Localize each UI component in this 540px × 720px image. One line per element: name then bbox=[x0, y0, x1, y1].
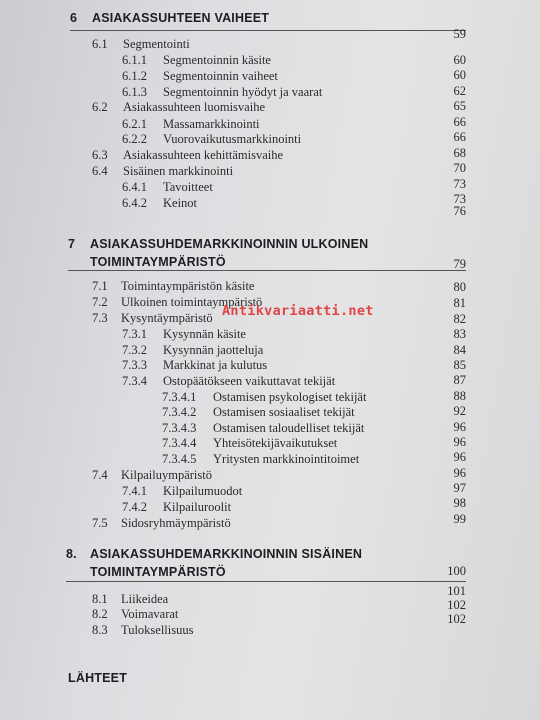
entry-number: 6.4.2 bbox=[122, 196, 147, 210]
chapter-title: ASIAKASSUHDEMARKKINOINNIN ULKOINEN bbox=[90, 237, 369, 251]
entry-number: 7.3.4.3 bbox=[162, 421, 197, 435]
entry-number: 6.2.1 bbox=[122, 117, 147, 131]
entry-number: 6.4 bbox=[92, 164, 108, 178]
entry-page: 96 bbox=[453, 420, 466, 434]
entry-number: 8.3 bbox=[92, 623, 108, 637]
entry-page: 92 bbox=[453, 404, 466, 418]
chapter-title-line2: TOIMINTAYMPÄRISTÖ bbox=[90, 255, 226, 269]
entry-title: Segmentoinnin käsite bbox=[163, 53, 271, 67]
entry-title: Tavoitteet bbox=[163, 180, 213, 194]
entry-title: Segmentoinnin hyödyt ja vaarat bbox=[163, 85, 323, 99]
entry-title: Tuloksellisuus bbox=[121, 623, 194, 637]
entry-number: 8.1 bbox=[92, 592, 108, 606]
entry-title: Sisäinen markkinointi bbox=[123, 164, 234, 178]
entry-title: Segmentointi bbox=[123, 37, 190, 51]
entry-title: Ostamisen psykologiset tekijät bbox=[213, 390, 367, 404]
entry-number: 7.4.1 bbox=[122, 484, 147, 498]
entry-number: 6.2 bbox=[92, 100, 108, 114]
entry-page: 102 bbox=[447, 612, 466, 626]
entry-page: 66 bbox=[453, 130, 466, 144]
chapter-page: 100 bbox=[447, 564, 466, 578]
entry-title: Kysynnän jaotteluja bbox=[163, 343, 264, 357]
entry-page: 87 bbox=[453, 373, 466, 387]
entry-number: 6.1.3 bbox=[122, 85, 147, 99]
entry-page: 97 bbox=[453, 481, 466, 495]
entry-title: Segmentoinnin vaiheet bbox=[163, 69, 278, 83]
entry-title: Keinot bbox=[163, 196, 198, 210]
entry-title: Yritysten markkinointitoimet bbox=[213, 452, 360, 466]
entry-number: 7.4.2 bbox=[122, 500, 147, 514]
entry-page: 88 bbox=[453, 389, 466, 403]
entry-number: 7.3.2 bbox=[122, 343, 147, 357]
chapter-title: LÄHTEET bbox=[68, 671, 128, 685]
entry-page: 80 bbox=[453, 280, 466, 294]
chapter-rule bbox=[66, 581, 466, 582]
entry-number: 6.1.1 bbox=[122, 53, 147, 67]
entry-page: 62 bbox=[453, 84, 466, 98]
entry-number: 7.3.4 bbox=[122, 374, 147, 388]
entry-number: 7.3.4.1 bbox=[162, 390, 197, 404]
entry-page: 85 bbox=[453, 358, 466, 372]
entry-page: 68 bbox=[453, 146, 466, 160]
entry-title: Kysyntäympäristö bbox=[121, 311, 213, 325]
entry-number: 7.3.1 bbox=[122, 327, 147, 341]
chapter-rule bbox=[70, 30, 466, 31]
entry-title: Sidosryhmäympäristö bbox=[121, 516, 231, 530]
entry-page: 84 bbox=[453, 343, 466, 357]
entry-number: 7.3 bbox=[92, 311, 108, 325]
entry-page: 60 bbox=[453, 53, 466, 67]
entry-number: 6.1.2 bbox=[122, 69, 147, 83]
entry-title: Toimintaympäristön käsite bbox=[121, 279, 255, 293]
entry-page: 99 bbox=[453, 512, 466, 526]
chapter-title-line2: TOIMINTAYMPÄRISTÖ bbox=[90, 565, 226, 579]
entry-title: Asiakassuhteen kehittämisvaihe bbox=[123, 148, 284, 162]
entry-title: Liikeidea bbox=[121, 592, 169, 606]
entry-title: Voimavarat bbox=[121, 607, 179, 621]
entry-number: 7.3.4.2 bbox=[162, 405, 197, 419]
entry-page: 96 bbox=[453, 435, 466, 449]
entry-number: 7.4 bbox=[92, 468, 108, 482]
entry-page: 82 bbox=[453, 312, 466, 326]
entry-title: Ostopäätökseen vaikuttavat tekijät bbox=[163, 374, 336, 388]
entry-page: 60 bbox=[453, 68, 466, 82]
entry-title: Kilpailuroolit bbox=[163, 500, 232, 514]
chapter-page: 59 bbox=[453, 27, 466, 41]
entry-page: 83 bbox=[453, 327, 466, 341]
entry-title: Vuorovaikutusmarkkinointi bbox=[163, 132, 302, 146]
chapter-number: 8. bbox=[66, 547, 77, 561]
entry-number: 6.2.2 bbox=[122, 132, 147, 146]
entry-page: 65 bbox=[453, 99, 466, 113]
entry-title: Yhteisötekijävaikutukset bbox=[213, 436, 338, 450]
entry-page: 73 bbox=[453, 177, 466, 191]
entry-page: 76 bbox=[453, 204, 466, 218]
entry-title: Ostamisen sosiaaliset tekijät bbox=[213, 405, 355, 419]
entry-page: 73 bbox=[453, 192, 466, 206]
entry-title: Ostamisen taloudelliset tekijät bbox=[213, 421, 365, 435]
entry-number: 7.1 bbox=[92, 279, 108, 293]
entry-page: 98 bbox=[453, 496, 466, 510]
entry-page: 70 bbox=[453, 161, 466, 175]
entry-page: 101 bbox=[447, 584, 466, 598]
entry-title: Kilpailumuodot bbox=[163, 484, 243, 498]
entry-page: 96 bbox=[453, 450, 466, 464]
entry-title: Massamarkkinointi bbox=[163, 117, 260, 131]
entry-title: Asiakassuhteen luomisvaihe bbox=[123, 100, 265, 114]
entry-title: Ulkoinen toimintaympäristö bbox=[121, 295, 263, 309]
entry-number: 6.1 bbox=[92, 37, 108, 51]
chapter-title: ASIAKASSUHTEEN VAIHEET bbox=[92, 11, 270, 25]
entry-number: 7.2 bbox=[92, 295, 108, 309]
entry-number: 6.3 bbox=[92, 148, 108, 162]
chapter-number: 6 bbox=[70, 11, 78, 25]
entry-number: 7.3.4.4 bbox=[162, 436, 197, 450]
entry-number: 7.5 bbox=[92, 516, 108, 530]
entry-number: 8.2 bbox=[92, 607, 108, 621]
chapter-number: 7 bbox=[68, 237, 76, 251]
chapter-rule bbox=[68, 270, 466, 271]
entry-title: Kilpailuympäristö bbox=[121, 468, 212, 482]
entry-number: 7.3.4.5 bbox=[162, 452, 197, 466]
chapter-title: ASIAKASSUHDEMARKKINOINNIN SISÄINEN bbox=[90, 547, 363, 561]
entry-page: 96 bbox=[453, 466, 466, 480]
entry-number: 6.4.1 bbox=[122, 180, 147, 194]
entry-page: 102 bbox=[447, 598, 466, 612]
entry-title: Kysynnän käsite bbox=[163, 327, 246, 341]
entry-page: 81 bbox=[453, 296, 466, 310]
entry-number: 7.3.3 bbox=[122, 358, 147, 372]
entry-title: Markkinat ja kulutus bbox=[163, 358, 268, 372]
chapter-page: 79 bbox=[453, 257, 466, 271]
entry-page: 66 bbox=[453, 115, 466, 129]
watermark: Antikvariaatti.net bbox=[222, 303, 374, 319]
